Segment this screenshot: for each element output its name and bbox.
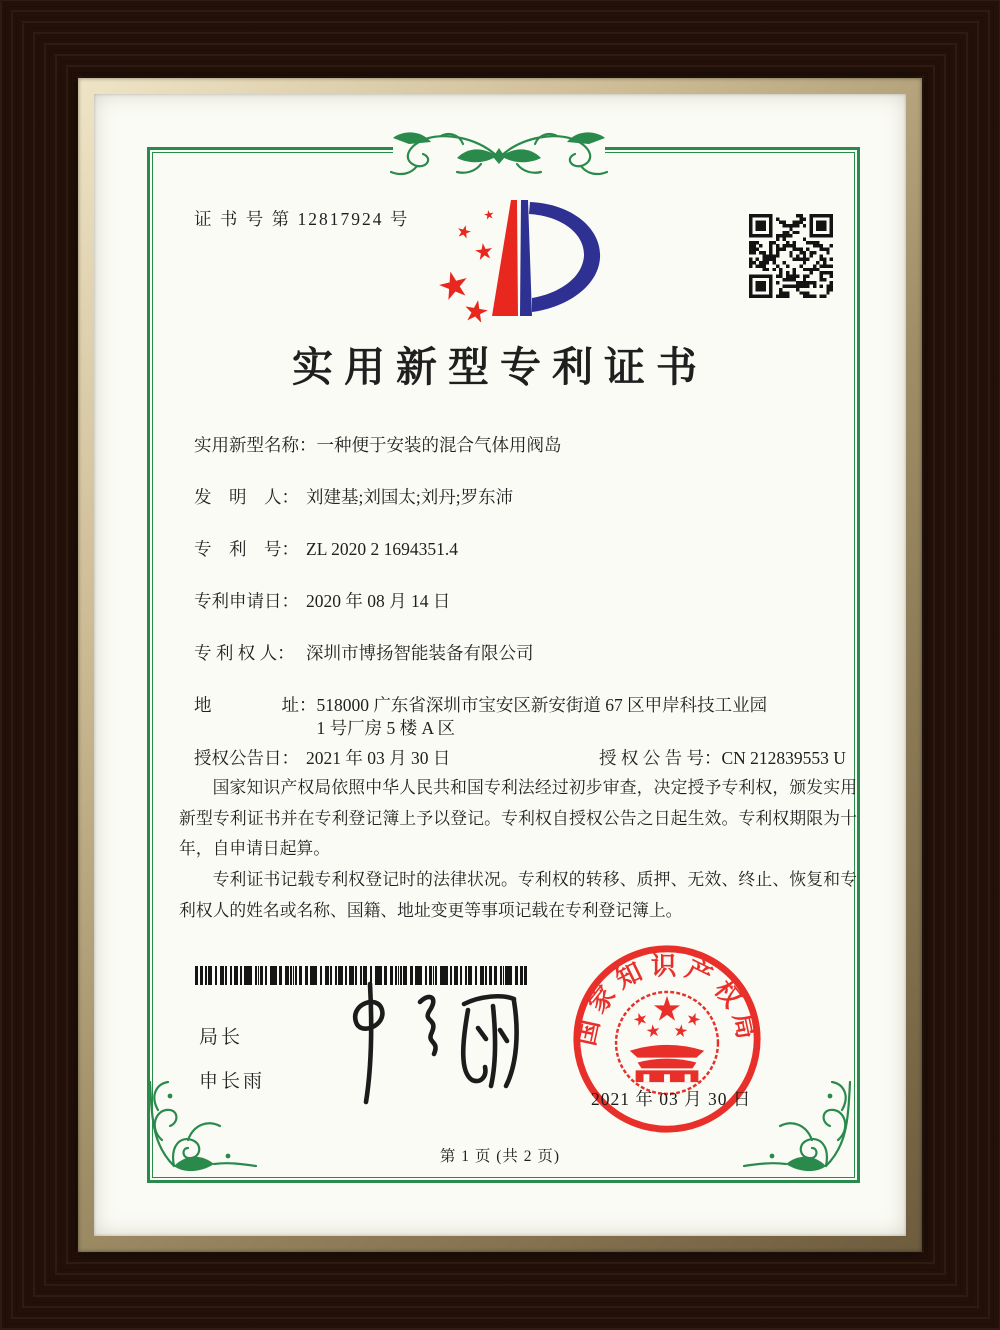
field-label: 专 利 权 人： xyxy=(194,643,295,663)
seal-text: 国家知识产权局 xyxy=(571,951,763,1049)
field-value: 一种便于安装的混合气体用阀岛 xyxy=(316,435,562,455)
grant-date-label: 授权公告日： xyxy=(194,748,299,768)
field-value: 刘建基;刘国太;刘丹;罗东沛 xyxy=(306,487,514,507)
director-signature-icon xyxy=(316,972,530,1108)
fields-block xyxy=(194,434,846,799)
seal-date: 2021 年 03 月 30 日 xyxy=(591,1089,752,1109)
cnipa-logo-icon xyxy=(432,188,612,322)
certificate-title: 实用新型专利证书 xyxy=(292,344,708,390)
field-label: 地 址： xyxy=(194,695,317,715)
frame-wood-right xyxy=(922,0,1000,1330)
field-label: 专利申请日： xyxy=(194,591,299,611)
field-label: 实用新型名称： xyxy=(194,435,317,455)
legal-paragraph-1: 国家知识产权局依照中华人民共和国专利法经过初步审查，决定授予专利权，颁发实用新型专利证书并在专利登记簿上予以登记。专利权自授权公告之日起生效。专利权期限为十年，自申请日起算。 xyxy=(179,778,857,859)
field-row xyxy=(194,538,794,561)
grant-number-value: CN 212839553 U xyxy=(721,748,846,768)
frame-wood-left xyxy=(0,0,78,1330)
field-row-address xyxy=(194,694,794,740)
grant-number-pair xyxy=(599,747,846,770)
field-row xyxy=(194,486,794,509)
top-border-ornament-icon xyxy=(377,120,621,182)
frame-wood-top xyxy=(0,0,1000,78)
certificate-paper xyxy=(94,94,906,1236)
field-row xyxy=(194,590,794,613)
field-label: 专 利 号： xyxy=(194,539,299,559)
field-value: ZL 2020 2 1694351.4 xyxy=(306,539,458,559)
legal-paragraph-2: 专利证书记载专利权登记时的法律状况。专利权的转移、质押、无效、终止、恢复和专利权人的姓名或名称、国籍、地址变更等事项记载在专利登记簿上。 xyxy=(179,870,857,920)
field-row xyxy=(194,642,794,665)
field-label: 发 明 人： xyxy=(194,487,299,507)
grant-number-label: 授 权 公 告 号： xyxy=(599,748,722,768)
page-number: 第 1 页 (共 2 页) xyxy=(439,1148,561,1165)
field-value: 深圳市博扬智能装备有限公司 xyxy=(306,643,534,663)
certificate-number: 证 书 号 第 12817924 号 xyxy=(194,209,410,229)
field-value: 2020 年 08 月 14 日 xyxy=(306,591,451,611)
field-row-grant xyxy=(194,747,846,770)
qr-code xyxy=(749,214,833,298)
director-title: 局长 xyxy=(199,1027,244,1048)
legal-text xyxy=(179,773,857,927)
field-row xyxy=(194,434,794,457)
frame-wood-bottom xyxy=(0,1252,1000,1330)
grant-date-value: 2021 年 03 月 30 日 xyxy=(306,748,451,768)
field-value: 518000 广东省深圳市宝安区新安街道 67 区甲岸科技工业园 1 号厂房 5 楼 A 区 xyxy=(316,695,768,738)
director-name: 申长雨 xyxy=(199,1071,266,1092)
national-emblem-icon xyxy=(616,992,718,1094)
